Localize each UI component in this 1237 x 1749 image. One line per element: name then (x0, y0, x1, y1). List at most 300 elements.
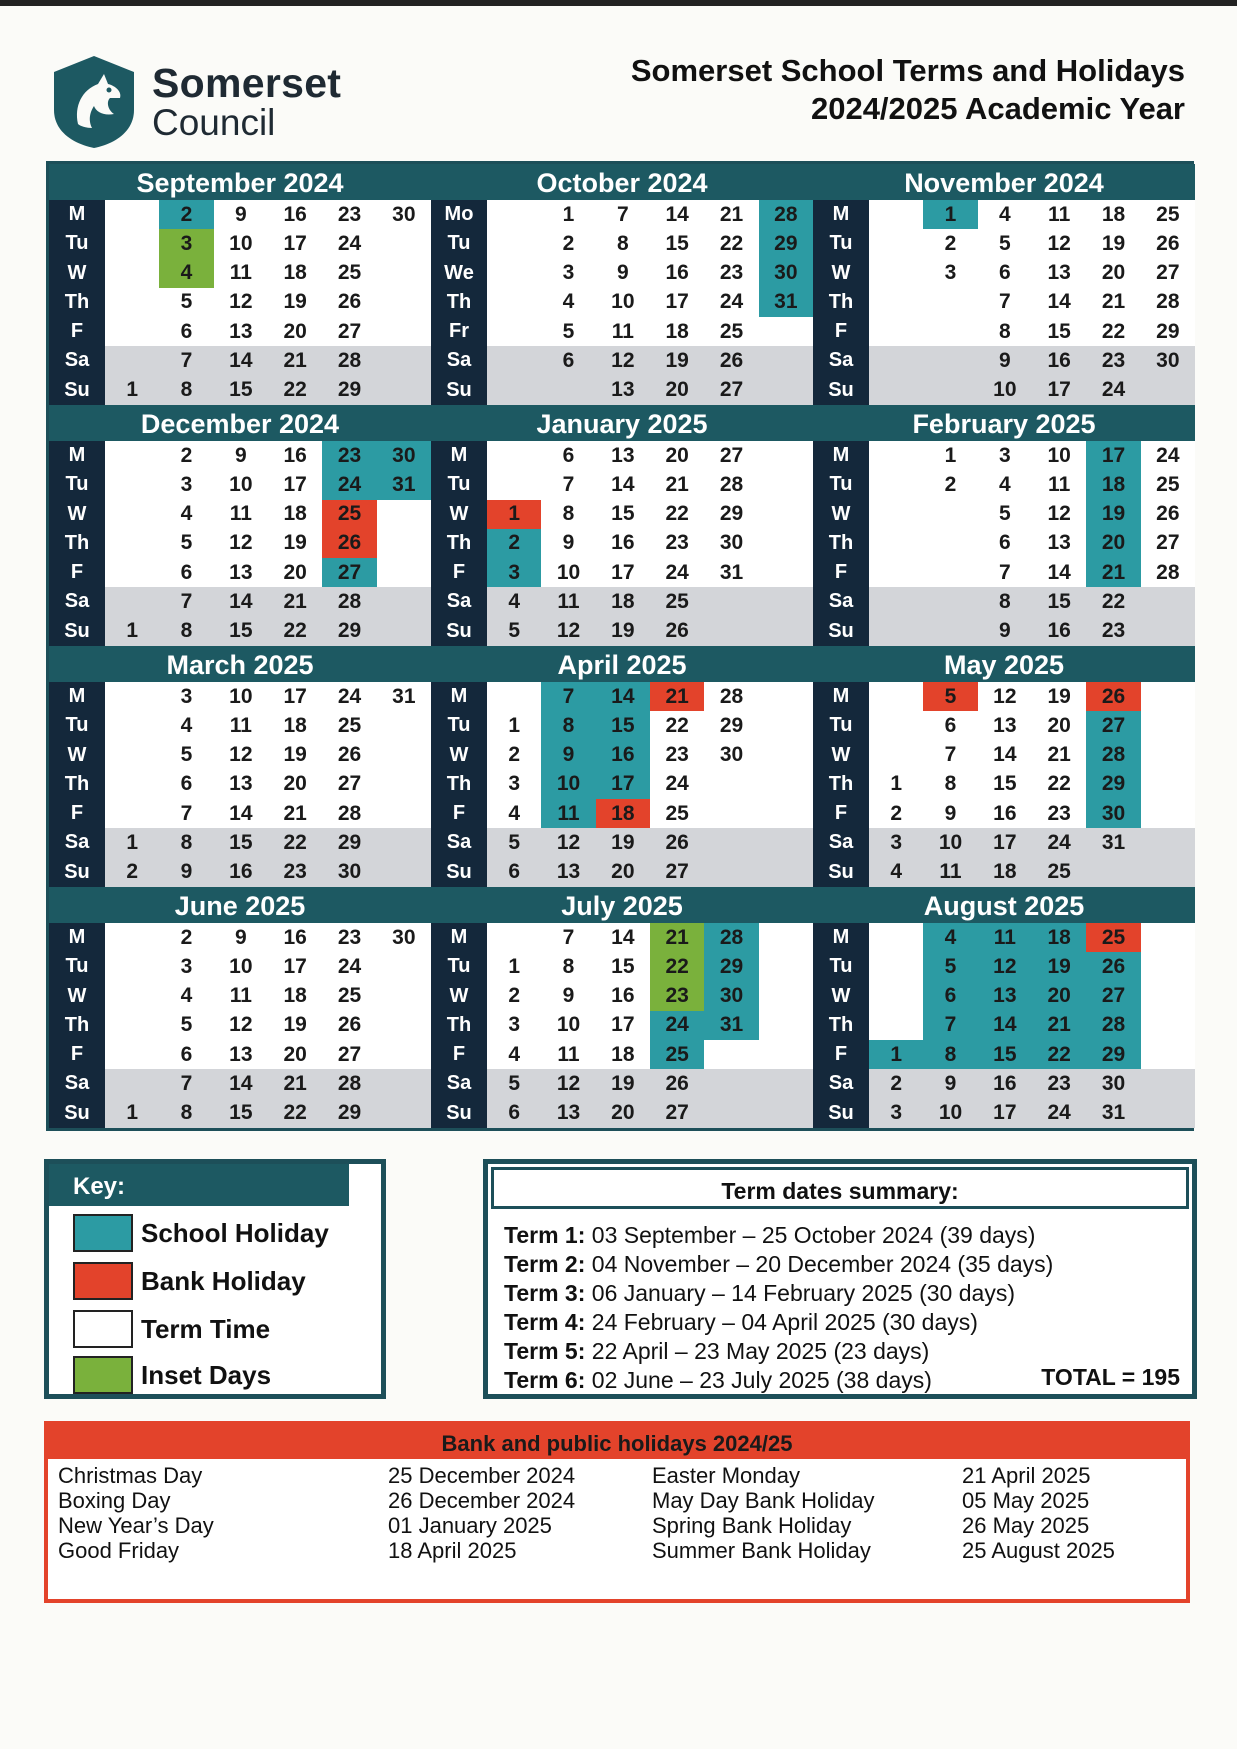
day-cell: 5 (923, 952, 977, 981)
day-grid (105, 441, 431, 646)
day-cell: 15 (993, 772, 1017, 796)
day-cell: 11 (229, 984, 252, 1008)
month-calendar (431, 164, 813, 405)
empty-cell (377, 500, 431, 529)
day-cell: 20 (283, 560, 307, 584)
day-cell: 25 (665, 801, 689, 825)
day-cell: 18 (1101, 202, 1126, 226)
empty-cell (105, 1011, 159, 1040)
empty-cell (377, 858, 431, 887)
weekday-label: M (68, 926, 86, 948)
empty-cell (487, 259, 541, 288)
weekday-column (49, 441, 105, 646)
empty-cell (377, 587, 431, 616)
day-cell: 25 (1086, 923, 1140, 952)
weekday-label: W (67, 502, 87, 525)
weekday-label: M (832, 203, 850, 225)
day-cell: 12 (1047, 502, 1071, 526)
empty-cell (759, 741, 813, 770)
term-label: Term 3: (504, 1280, 586, 1306)
key-swatch (73, 1262, 133, 1300)
title-line-1: Somerset School Terms and Holidays (630, 53, 1185, 88)
weekday-label: M (832, 926, 850, 948)
day-cell: 9 (944, 801, 957, 825)
day-cell: 11 (229, 713, 252, 737)
day-cell: 22 (665, 713, 689, 737)
day-cell: 29 (1086, 770, 1140, 799)
month-calendar (49, 164, 431, 405)
day-cell: 23 (1086, 346, 1140, 375)
day-cell: 20 (665, 443, 689, 467)
empty-cell (377, 346, 431, 375)
weekday-label: Th (828, 1013, 854, 1036)
day-cell: 17 (596, 770, 650, 799)
day-cell: 30 (1141, 346, 1195, 375)
weekday-label: Sa (64, 831, 90, 854)
day-cell: 31 (759, 288, 813, 317)
bank-holidays-box (44, 1421, 1190, 1603)
weekday-label: Th (446, 290, 472, 313)
day-cell: 27 (1086, 711, 1140, 740)
day-cell: 16 (978, 1069, 1032, 1098)
term-row (504, 1309, 978, 1336)
empty-cell (759, 441, 813, 470)
day-cell: 3 (869, 828, 923, 857)
empty-cell (1141, 1069, 1195, 1098)
day-cell: 18 (665, 319, 689, 343)
empty-cell (759, 346, 813, 375)
day-cell: 19 (1086, 500, 1140, 529)
day-cell: 27 (704, 376, 758, 405)
day-cell: 2 (487, 529, 541, 558)
day-cell: 26 (337, 290, 362, 314)
day-cell: 25 (719, 319, 744, 343)
day-cell: 21 (1047, 743, 1071, 767)
empty-cell (1141, 982, 1195, 1011)
weekday-label: F (452, 561, 466, 584)
month-title: December 2024 (49, 405, 431, 441)
year-calendar (46, 161, 1194, 1131)
weekday-label: Tu (829, 714, 853, 737)
day-cell: 23 (337, 925, 362, 949)
bank-holidays-title: Bank and public holidays 2024/25 (48, 1425, 1186, 1459)
day-cell: 25 (337, 713, 362, 737)
holiday-date: 21 April 2025 (962, 1463, 1091, 1488)
day-cell: 10 (923, 1099, 977, 1128)
weekday-label: Su (446, 860, 472, 883)
day-grid (487, 923, 813, 1128)
weekday-label: W (449, 502, 469, 525)
weekday-column (813, 923, 869, 1128)
weekday-label: F (70, 320, 84, 343)
day-cell: 2 (180, 925, 193, 949)
empty-cell (1141, 587, 1195, 616)
empty-cell (105, 229, 159, 258)
logo-text-somerset: Somerset (152, 60, 342, 106)
day-cell: 30 (759, 259, 813, 288)
empty-cell (759, 587, 813, 616)
day-grid (869, 682, 1195, 887)
empty-cell (377, 828, 431, 857)
day-cell: 8 (616, 231, 629, 255)
day-cell: 6 (923, 982, 977, 1011)
day-cell: 1 (105, 1099, 159, 1128)
holiday-date: 26 December 2024 (388, 1488, 576, 1513)
day-cell: 9 (978, 617, 1032, 646)
day-cell: 13 (229, 560, 253, 584)
day-cell: 2 (508, 743, 520, 767)
day-cell: 17 (978, 828, 1032, 857)
empty-cell (923, 500, 977, 529)
day-cell: 5 (180, 531, 193, 555)
bank-dates-col-2 (962, 1463, 1115, 1563)
month-title: September 2024 (49, 164, 431, 200)
day-cell: 28 (1156, 560, 1180, 584)
weekday-column (813, 441, 869, 646)
day-cell: 13 (541, 858, 595, 887)
empty-cell (541, 376, 595, 405)
day-cell: 7 (562, 925, 575, 949)
day-cell: 25 (650, 1040, 704, 1069)
day-cell: 10 (978, 376, 1032, 405)
day-grid (869, 441, 1195, 646)
day-cell: 14 (1047, 290, 1071, 314)
term-label: Term 5: (504, 1338, 586, 1364)
day-cell: 12 (541, 1069, 595, 1098)
term-row (504, 1338, 929, 1365)
day-cell: 18 (596, 587, 650, 616)
day-cell: 1 (105, 828, 159, 857)
month-calendar (49, 646, 431, 887)
day-cell: 1 (487, 500, 541, 529)
day-cell: 27 (1156, 531, 1180, 555)
empty-cell (869, 317, 923, 346)
weekday-label: Th (64, 531, 90, 554)
day-cell: 12 (229, 531, 253, 555)
month-calendar (813, 405, 1195, 646)
day-cell: 7 (944, 743, 957, 767)
empty-cell (377, 1099, 431, 1128)
day-cell: 22 (268, 376, 322, 405)
day-cell: 29 (719, 502, 744, 526)
weekday-label: Su (828, 378, 854, 401)
day-cell: 5 (487, 828, 541, 857)
weekday-label: Su (446, 378, 472, 401)
weekday-label: Su (446, 1101, 472, 1124)
day-cell: 18 (978, 858, 1032, 887)
day-cell: 9 (234, 202, 247, 226)
empty-cell (759, 799, 813, 828)
empty-cell (487, 376, 541, 405)
empty-cell (377, 799, 431, 828)
day-cell: 24 (1156, 443, 1180, 467)
day-cell: 13 (611, 443, 635, 467)
day-cell: 19 (596, 828, 650, 857)
day-cell: 11 (978, 923, 1032, 952)
empty-cell (105, 200, 159, 229)
weekday-label: F (70, 561, 84, 584)
day-cell: 15 (214, 617, 268, 646)
day-cell: 8 (541, 711, 595, 740)
day-cell: 21 (268, 346, 322, 375)
total-days: TOTAL = 195 (1041, 1364, 1180, 1390)
day-grid (105, 200, 431, 405)
empty-cell (105, 259, 159, 288)
empty-cell (759, 470, 813, 499)
empty-cell (487, 346, 541, 375)
day-cell: 28 (719, 684, 744, 708)
day-cell: 5 (923, 682, 977, 711)
day-cell: 26 (650, 617, 704, 646)
empty-cell (869, 229, 923, 258)
day-cell: 25 (337, 984, 362, 1008)
day-cell: 2 (562, 231, 575, 255)
empty-cell (1141, 617, 1195, 646)
day-cell: 9 (923, 1069, 977, 1098)
weekday-label: Tu (447, 473, 471, 496)
empty-cell (377, 1040, 431, 1069)
top-border (0, 0, 1237, 6)
day-cell: 14 (214, 346, 268, 375)
day-cell: 22 (268, 1099, 322, 1128)
day-cell: 3 (508, 772, 520, 796)
day-cell: 24 (719, 290, 744, 314)
day-cell: 12 (229, 1013, 253, 1037)
day-cell: 24 (1032, 1099, 1086, 1128)
day-cell: 15 (978, 1040, 1032, 1069)
day-cell: 10 (541, 770, 595, 799)
day-cell: 30 (377, 441, 431, 470)
day-cell: 7 (159, 346, 213, 375)
empty-cell (1086, 858, 1140, 887)
day-cell: 24 (650, 1011, 704, 1040)
day-cell: 9 (159, 858, 213, 887)
day-cell: 30 (719, 531, 744, 555)
day-cell: 29 (322, 1099, 376, 1128)
weekday-label: Su (64, 860, 90, 883)
day-cell: 13 (229, 772, 253, 796)
day-cell: 4 (508, 1042, 520, 1066)
empty-cell (759, 1069, 813, 1098)
empty-cell (105, 952, 159, 981)
day-cell: 27 (337, 772, 362, 796)
weekday-label: W (449, 984, 469, 1007)
day-cell: 14 (214, 587, 268, 616)
key-swatch (73, 1214, 133, 1252)
empty-cell (869, 1011, 923, 1040)
empty-cell (377, 770, 431, 799)
day-cell: 6 (562, 443, 575, 467)
day-cell: 25 (322, 500, 376, 529)
empty-cell (105, 470, 159, 499)
empty-cell (923, 617, 977, 646)
day-cell: 30 (1086, 799, 1140, 828)
day-cell: 27 (1156, 261, 1180, 285)
day-cell: 26 (1086, 682, 1140, 711)
day-cell: 19 (1032, 952, 1086, 981)
day-cell: 1 (105, 376, 159, 405)
weekday-label: Tu (829, 955, 853, 978)
key-item-school-holiday (73, 1214, 373, 1252)
empty-cell (377, 1011, 431, 1040)
term-row (504, 1251, 1053, 1278)
holiday-name: New Year’s Day (58, 1513, 214, 1538)
weekday-label: F (834, 1043, 848, 1066)
empty-cell (704, 858, 758, 887)
day-cell: 25 (1156, 472, 1180, 496)
weekday-label: Su (828, 860, 854, 883)
empty-cell (869, 529, 923, 558)
day-cell: 23 (665, 743, 689, 767)
day-cell: 4 (998, 202, 1011, 226)
empty-cell (105, 317, 159, 346)
day-cell: 2 (944, 231, 957, 255)
day-cell: 28 (1086, 741, 1140, 770)
day-cell: 11 (557, 1042, 580, 1066)
empty-cell (487, 470, 541, 499)
day-cell: 27 (322, 558, 376, 587)
day-cell: 26 (322, 529, 376, 558)
day-cell: 16 (283, 925, 307, 949)
day-cell: 4 (923, 923, 977, 952)
day-cell: 9 (978, 346, 1032, 375)
empty-cell (1141, 770, 1195, 799)
day-cell: 31 (1086, 1099, 1140, 1128)
empty-cell (704, 617, 758, 646)
day-cell: 27 (337, 319, 362, 343)
day-cell: 7 (541, 682, 595, 711)
day-cell: 21 (268, 1069, 322, 1098)
day-cell: 21 (268, 587, 322, 616)
day-cell: 25 (1032, 858, 1086, 887)
day-cell: 10 (229, 231, 253, 255)
day-cell: 10 (611, 290, 635, 314)
empty-cell (105, 770, 159, 799)
day-cell: 14 (611, 472, 635, 496)
weekday-label: Th (446, 531, 472, 554)
day-grid (105, 923, 431, 1128)
empty-cell (923, 587, 977, 616)
day-cell: 11 (1048, 202, 1071, 226)
day-cell: 29 (1156, 319, 1180, 343)
day-cell: 24 (337, 954, 362, 978)
day-cell: 12 (541, 828, 595, 857)
day-cell: 31 (1086, 828, 1140, 857)
day-cell: 17 (611, 560, 635, 584)
day-cell: 22 (665, 502, 689, 526)
weekday-label: W (449, 743, 469, 766)
day-cell: 16 (283, 202, 307, 226)
weekday-column (49, 923, 105, 1128)
empty-cell (923, 346, 977, 375)
holiday-name: Spring Bank Holiday (652, 1513, 852, 1538)
empty-cell (1141, 1011, 1195, 1040)
day-cell: 3 (562, 261, 575, 285)
weekday-label: Th (446, 772, 472, 795)
holiday-name: Summer Bank Holiday (652, 1538, 871, 1563)
day-cell: 18 (283, 984, 307, 1008)
empty-cell (759, 711, 813, 740)
holiday-date: 18 April 2025 (388, 1538, 517, 1563)
day-cell: 14 (611, 925, 635, 949)
holiday-date: 05 May 2025 (962, 1488, 1090, 1513)
day-cell: 8 (978, 587, 1032, 616)
term-dates: 22 April – 23 May 2025 (23 days) (591, 1338, 930, 1364)
day-cell: 4 (180, 984, 193, 1008)
day-cell: 23 (322, 441, 376, 470)
day-cell: 16 (283, 443, 307, 467)
day-cell: 12 (978, 952, 1032, 981)
day-cell: 15 (214, 828, 268, 857)
day-cell: 23 (337, 202, 362, 226)
key-label: School Holiday (141, 1218, 329, 1248)
day-cell: 14 (978, 1011, 1032, 1040)
day-cell: 24 (337, 684, 362, 708)
day-cell: 5 (562, 319, 575, 343)
holiday-name: May Day Bank Holiday (652, 1488, 875, 1513)
day-cell: 6 (180, 560, 193, 584)
weekday-label: Th (64, 772, 90, 795)
bank-names-col-2 (652, 1463, 875, 1563)
day-cell: 19 (596, 1069, 650, 1098)
weekday-column (49, 682, 105, 887)
weekday-label: Tu (65, 955, 89, 978)
empty-cell (377, 617, 431, 646)
day-cell: 13 (993, 713, 1017, 737)
day-cell: 9 (562, 984, 575, 1008)
page-title (465, 52, 1185, 128)
day-cell: 1 (508, 954, 520, 978)
weekday-label: W (67, 984, 87, 1007)
day-cell: 14 (214, 1069, 268, 1098)
weekday-label: M (450, 444, 468, 466)
day-cell: 6 (487, 858, 541, 887)
weekday-label: F (70, 802, 84, 825)
day-cell: 22 (1101, 319, 1126, 343)
day-cell: 26 (650, 828, 704, 857)
day-grid (487, 682, 813, 887)
day-cell: 31 (392, 684, 416, 708)
month-title: January 2025 (431, 405, 813, 441)
day-cell: 7 (180, 801, 193, 825)
empty-cell (377, 288, 431, 317)
day-cell: 7 (159, 1069, 213, 1098)
day-cell: 15 (214, 376, 268, 405)
term-summary-title: Term dates summary: (721, 1178, 959, 1204)
empty-cell (105, 587, 159, 616)
day-cell: 31 (719, 560, 744, 584)
day-cell: 6 (180, 319, 193, 343)
day-cell: 17 (283, 231, 307, 255)
day-cell: 22 (1032, 1040, 1086, 1069)
day-cell: 20 (1101, 261, 1126, 285)
empty-cell (377, 741, 431, 770)
day-cell: 29 (322, 376, 376, 405)
day-cell: 13 (229, 1042, 253, 1066)
day-cell: 31 (377, 470, 431, 499)
day-cell: 10 (923, 828, 977, 857)
day-cell: 8 (944, 772, 957, 796)
key-legend (44, 1159, 386, 1399)
empty-cell (759, 617, 813, 646)
empty-cell (377, 259, 431, 288)
day-cell: 4 (998, 472, 1011, 496)
day-cell: 18 (283, 261, 307, 285)
day-cell: 26 (337, 1013, 362, 1037)
weekday-label: Sa (64, 1072, 90, 1095)
empty-cell (869, 982, 923, 1011)
day-cell: 16 (611, 984, 635, 1008)
